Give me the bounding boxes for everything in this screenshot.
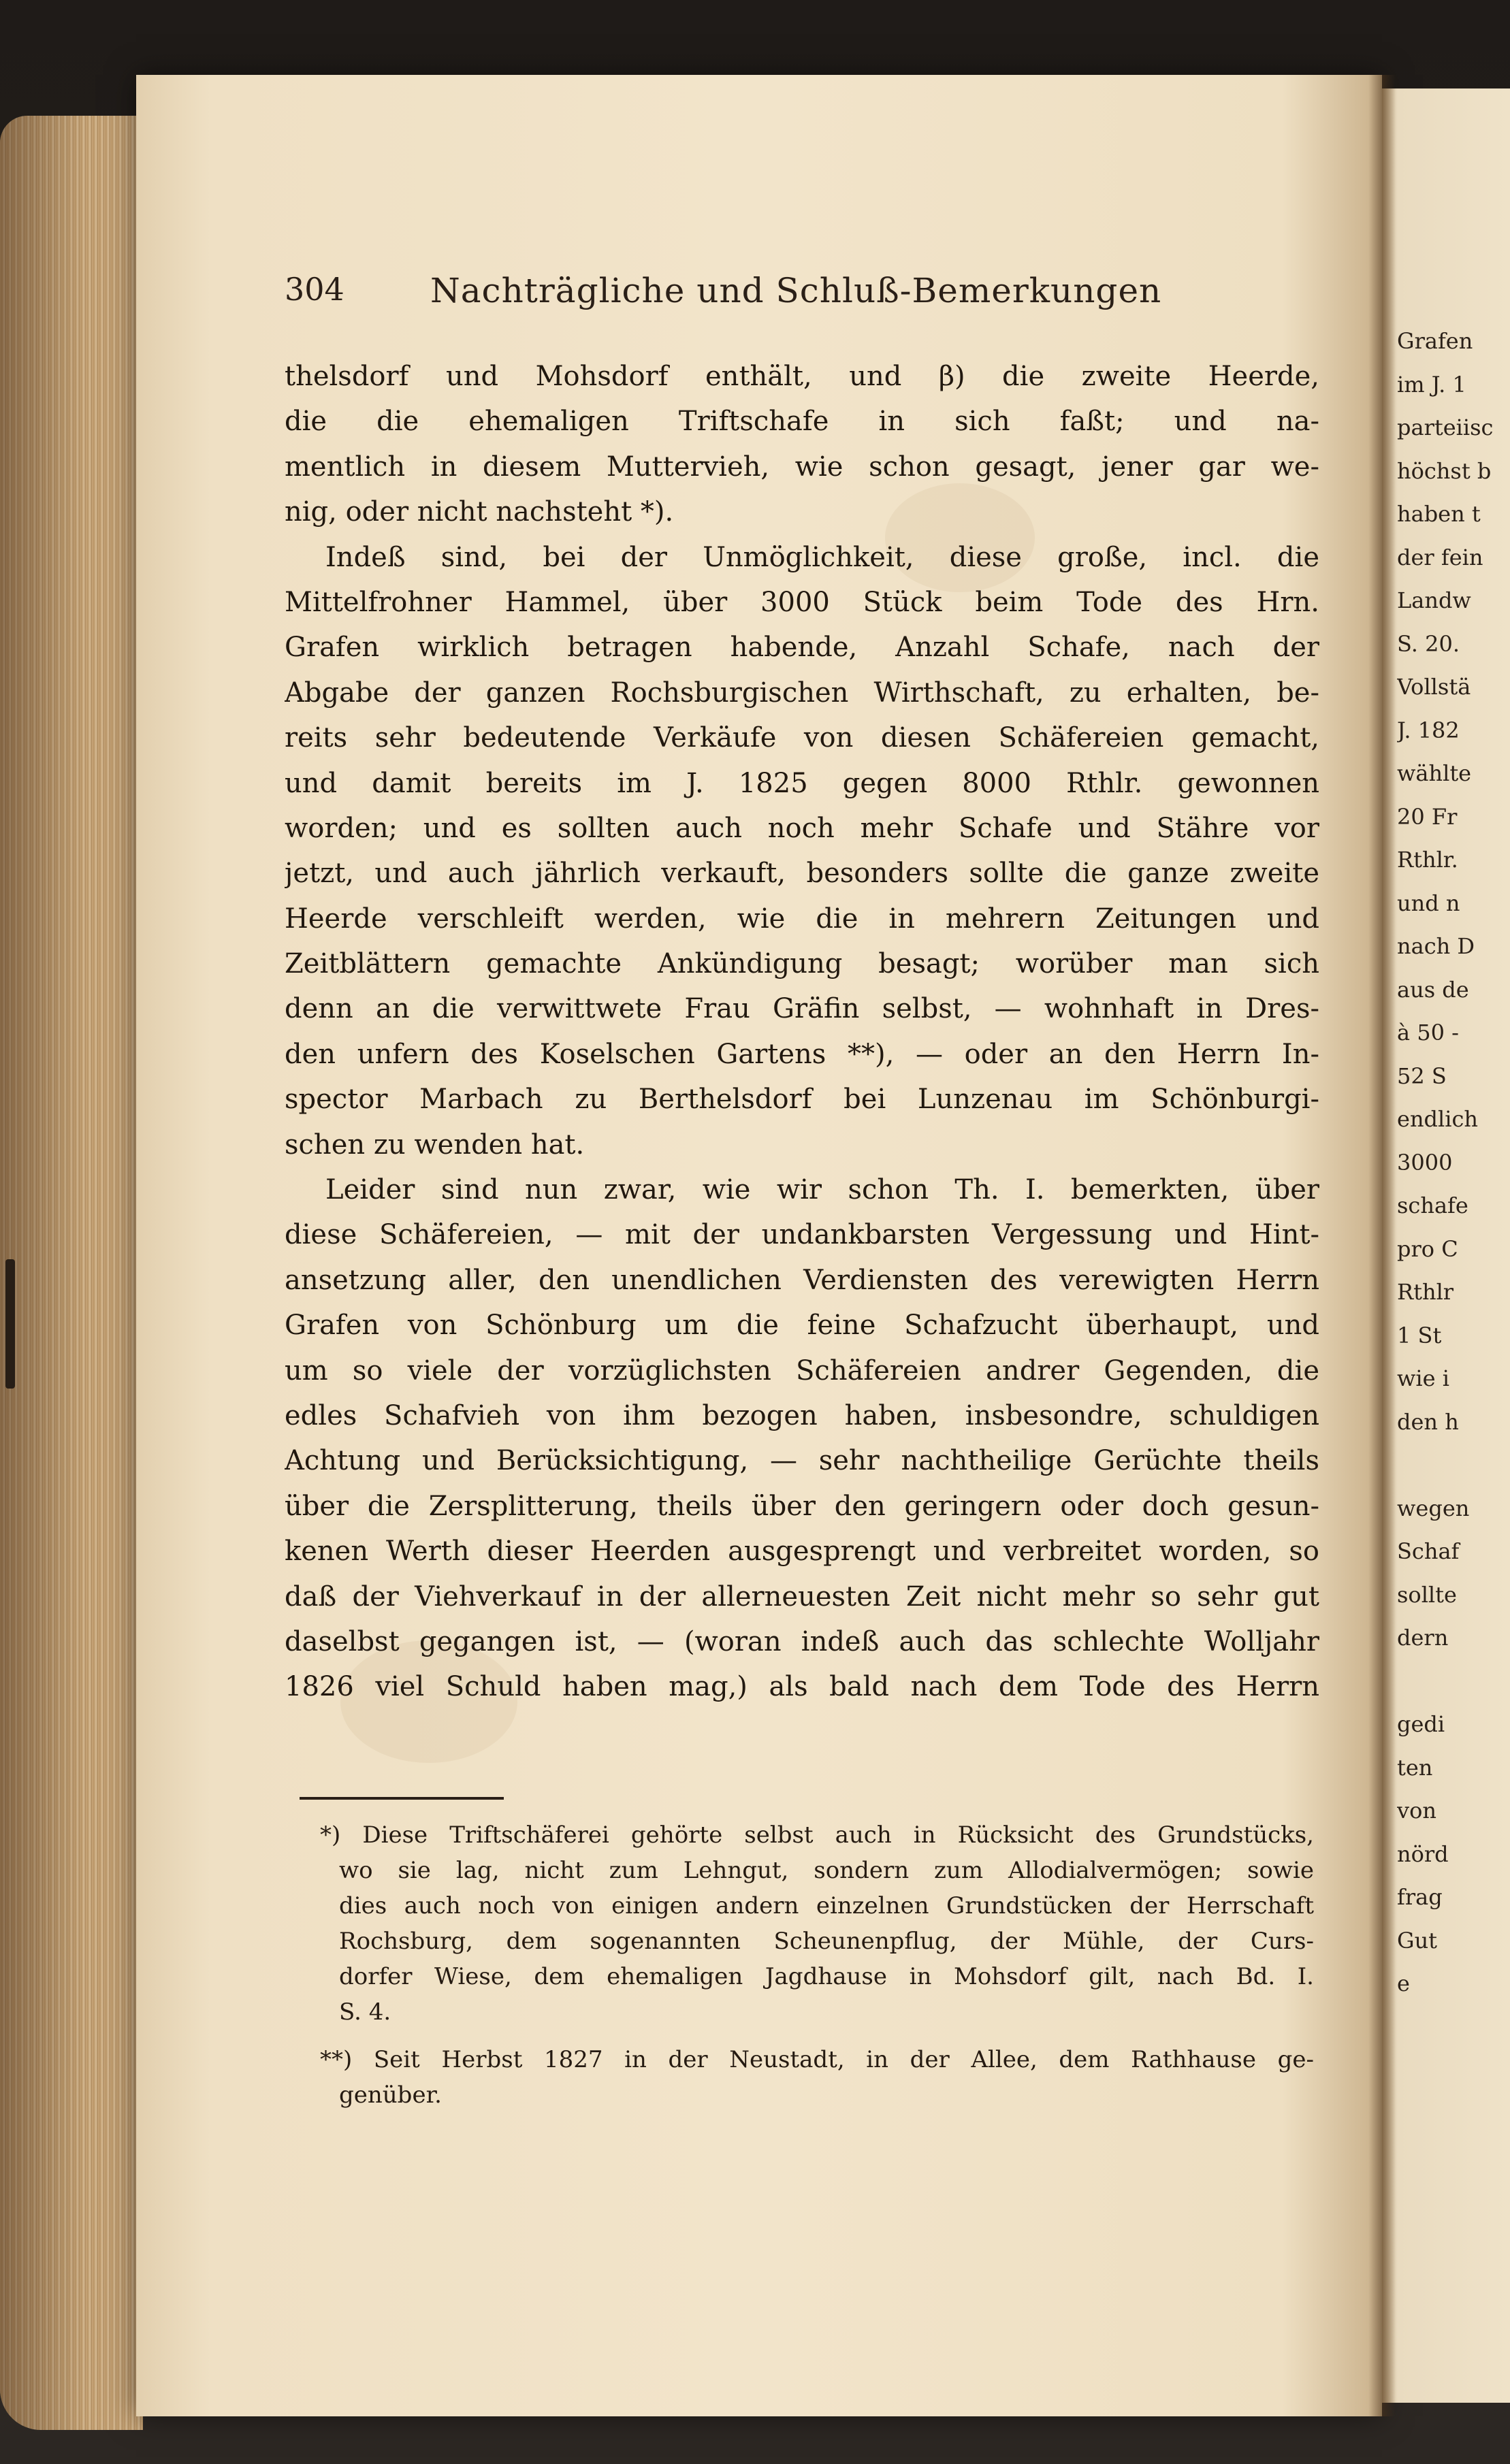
text-line: edles Schafvieh von ihm bezogen haben, insbesondre, schuldigen (285, 1399, 1319, 1431)
text-line: worden; und es sollten auch noch mehr Schafe und Stähre vor (285, 812, 1319, 844)
adjacent-page-line: J. 182 (1397, 717, 1460, 743)
text-line: Indeß sind, bei der Unmöglichkeit, diese große, incl. die (325, 541, 1319, 573)
page-header (285, 271, 1292, 319)
adjacent-page-line: sollte (1397, 1581, 1457, 1608)
adjacent-page-line: frag (1397, 1884, 1443, 1910)
adjacent-page-line (1397, 1444, 1510, 1487)
text-line: Grafen von Schönburg um die feine Schafzucht überhaupt, und (285, 1310, 1319, 1342)
footnote-line: genüber. (339, 2081, 442, 2109)
footnote-line: *) Diese Triftschäferei gehörte selbst auch in Rücksicht des Grundstücks, (320, 1821, 1314, 1849)
footnote-line: dorfer Wiese, dem ehemaligen Jagdhause in Mohsdorf gilt, nach Bd. I. (339, 1963, 1314, 1990)
text-line: Leider sind nun zwar, wie wir schon Th. I. bemerkten, über (325, 1174, 1319, 1206)
text-line: Achtung und Berücksichtigung, — sehr nachtheilige Gerüchte theils (285, 1445, 1319, 1477)
text-line: ansetzung aller, den unendlichen Verdiensten des verewigten Herrn (285, 1264, 1319, 1296)
adjacent-page-line: gedi (1397, 1711, 1445, 1737)
book-page-edges (0, 116, 143, 2430)
adjacent-page-line: Grafen (1397, 328, 1473, 354)
adjacent-page-line: parteiisc (1397, 415, 1494, 440)
adjacent-page-line: 1 St (1397, 1322, 1442, 1348)
text-line: reits sehr bedeutende Verkäufe von diesen Schäfereien gemacht, (285, 722, 1319, 754)
text-line: 1826 viel Schuld haben mag,) als bald nach dem Tode des Herrn (285, 1671, 1319, 1703)
adjacent-page-line: wegen (1397, 1495, 1470, 1521)
text-line: jetzt, und auch jährlich verkauft, besonders sollte die ganze zweite (285, 858, 1319, 890)
adjacent-page-line: e (1397, 1971, 1410, 1996)
adjacent-page-line: Gut (1397, 1927, 1438, 1954)
text-line: Grafen wirklich betragen habende, Anzahl Schafe, nach der (285, 632, 1319, 664)
adjacent-page-line: haben t (1397, 501, 1481, 527)
adjacent-page-line: Vollstä (1397, 674, 1471, 700)
adjacent-page-line: Rthlr. (1397, 847, 1458, 873)
text-line: daß der Viehverkauf in der allerneuesten Zeit nicht mehr so sehr gut (285, 1580, 1319, 1612)
footnote-line: wo sie lag, nicht zum Lehngut, sondern zum Allodialvermögen; sowie (339, 1857, 1314, 1884)
footnote-line: **) Seit Herbst 1827 in der Neustadt, in der Allee, dem Rathhause ge- (320, 2046, 1314, 2073)
text-line: Mittelfrohner Hammel, über 3000 Stück beim Tode des Hrn. (285, 586, 1319, 618)
text-line: spector Marbach zu Berthelsdorf bei Lunzenau im Schönburgi- (285, 1084, 1319, 1116)
text-line: um so viele der vorzüglichsten Schäfereien andrer Gegenden, die (285, 1355, 1319, 1387)
text-line: kenen Werth dieser Heerden ausgesprengt und verbreitet worden, so (285, 1536, 1319, 1568)
footnote-rule (300, 1797, 504, 1800)
text-line: daselbst gegangen ist, — (woran indeß auch das schlechte Wolljahr (285, 1625, 1319, 1657)
footnote-line: S. 4. (339, 1998, 391, 2026)
text-line: die die ehemaligen Triftschafe in sich faßt; und na- (285, 406, 1319, 438)
bookmark-ribbon (5, 1259, 15, 1389)
footnote-line: Rochsburg, dem sogenannten Scheunenpflug, der Mühle, der Curs- (339, 1928, 1314, 1955)
text-line: Abgabe der ganzen Rochsburgischen Wirthschaft, zu erhalten, be- (285, 677, 1319, 709)
adjacent-page-line: dern (1397, 1625, 1449, 1651)
adjacent-page-line: höchst b (1397, 457, 1492, 484)
text-line: über die Zersplitterung, theils über den geringern oder doch gesun- (285, 1490, 1319, 1522)
footnote-line: dies auch noch von einigen andern einzelnen Grundstücken der Herrschaft (339, 1892, 1314, 1919)
adjacent-page-line: 20 Fr (1397, 803, 1458, 830)
adjacent-page-line: den h (1397, 1408, 1459, 1435)
adjacent-page-line: 3000 (1397, 1149, 1453, 1176)
adjacent-page-line: Schaf (1397, 1538, 1460, 1564)
adjacent-page-line: 52 S (1397, 1063, 1447, 1089)
main-text (285, 354, 1319, 1710)
running-head: Nachträgliche und Schluß-Bemerkungen (430, 271, 1162, 310)
adjacent-page-line: wie i (1397, 1365, 1449, 1391)
adjacent-page-line: im J. 1 (1397, 371, 1466, 398)
adjacent-page-line: Rthlr (1397, 1279, 1454, 1305)
text-line: den unfern des Koselschen Gartens **), — oder an den Herrn In- (285, 1038, 1319, 1070)
page-number: 304 (285, 271, 344, 308)
adjacent-page-line (1397, 1660, 1510, 1704)
adjacent-page-line: S. 20. (1397, 630, 1460, 657)
adjacent-page-line: pro C (1397, 1235, 1458, 1262)
adjacent-page-line: à 50 - (1397, 1020, 1459, 1045)
adjacent-page-line: von (1397, 1798, 1436, 1823)
adjacent-page-line: nörd (1397, 1841, 1449, 1867)
text-line: mentlich in diesem Muttervieh, wie schon gesagt, jener gar we- (285, 451, 1319, 483)
adjacent-page-line: nach D (1397, 933, 1475, 959)
adjacent-page-line: und n (1397, 890, 1460, 916)
text-line: denn an die verwittwete Frau Gräfin selbst, — wohnhaft in Dres- (285, 993, 1319, 1025)
book-gutter (1368, 75, 1396, 2416)
adjacent-page-line: Landw (1397, 587, 1471, 613)
adjacent-page-line: endlich (1397, 1106, 1479, 1132)
adjacent-page-line: der fein (1397, 544, 1483, 570)
adjacent-page-line: schafe (1397, 1193, 1468, 1218)
adjacent-page-text (1397, 320, 1510, 2006)
text-line: Zeitblättern gemachte Ankündigung besagt; worüber man sich (285, 948, 1319, 980)
adjacent-page-line: ten (1397, 1754, 1433, 1781)
adjacent-page-line: aus de (1397, 976, 1469, 1003)
text-line: nig, oder nicht nachsteht *). (285, 496, 674, 528)
adjacent-page-line: wählte (1397, 760, 1472, 786)
text-line: diese Schäfereien, — mit der undankbarsten Vergessung und Hint- (285, 1219, 1319, 1251)
text-line: Heerde verschleift werden, wie die in mehrern Zeitungen und (285, 903, 1319, 935)
text-line: schen zu wenden hat. (285, 1129, 585, 1161)
text-line: thelsdorf und Mohsdorf enthält, und β) die zweite Heerde, (285, 361, 1319, 392)
text-line: und damit bereits im J. 1825 gegen 8000 Rthlr. gewonnen (285, 767, 1319, 799)
footnotes (320, 1817, 1314, 2113)
